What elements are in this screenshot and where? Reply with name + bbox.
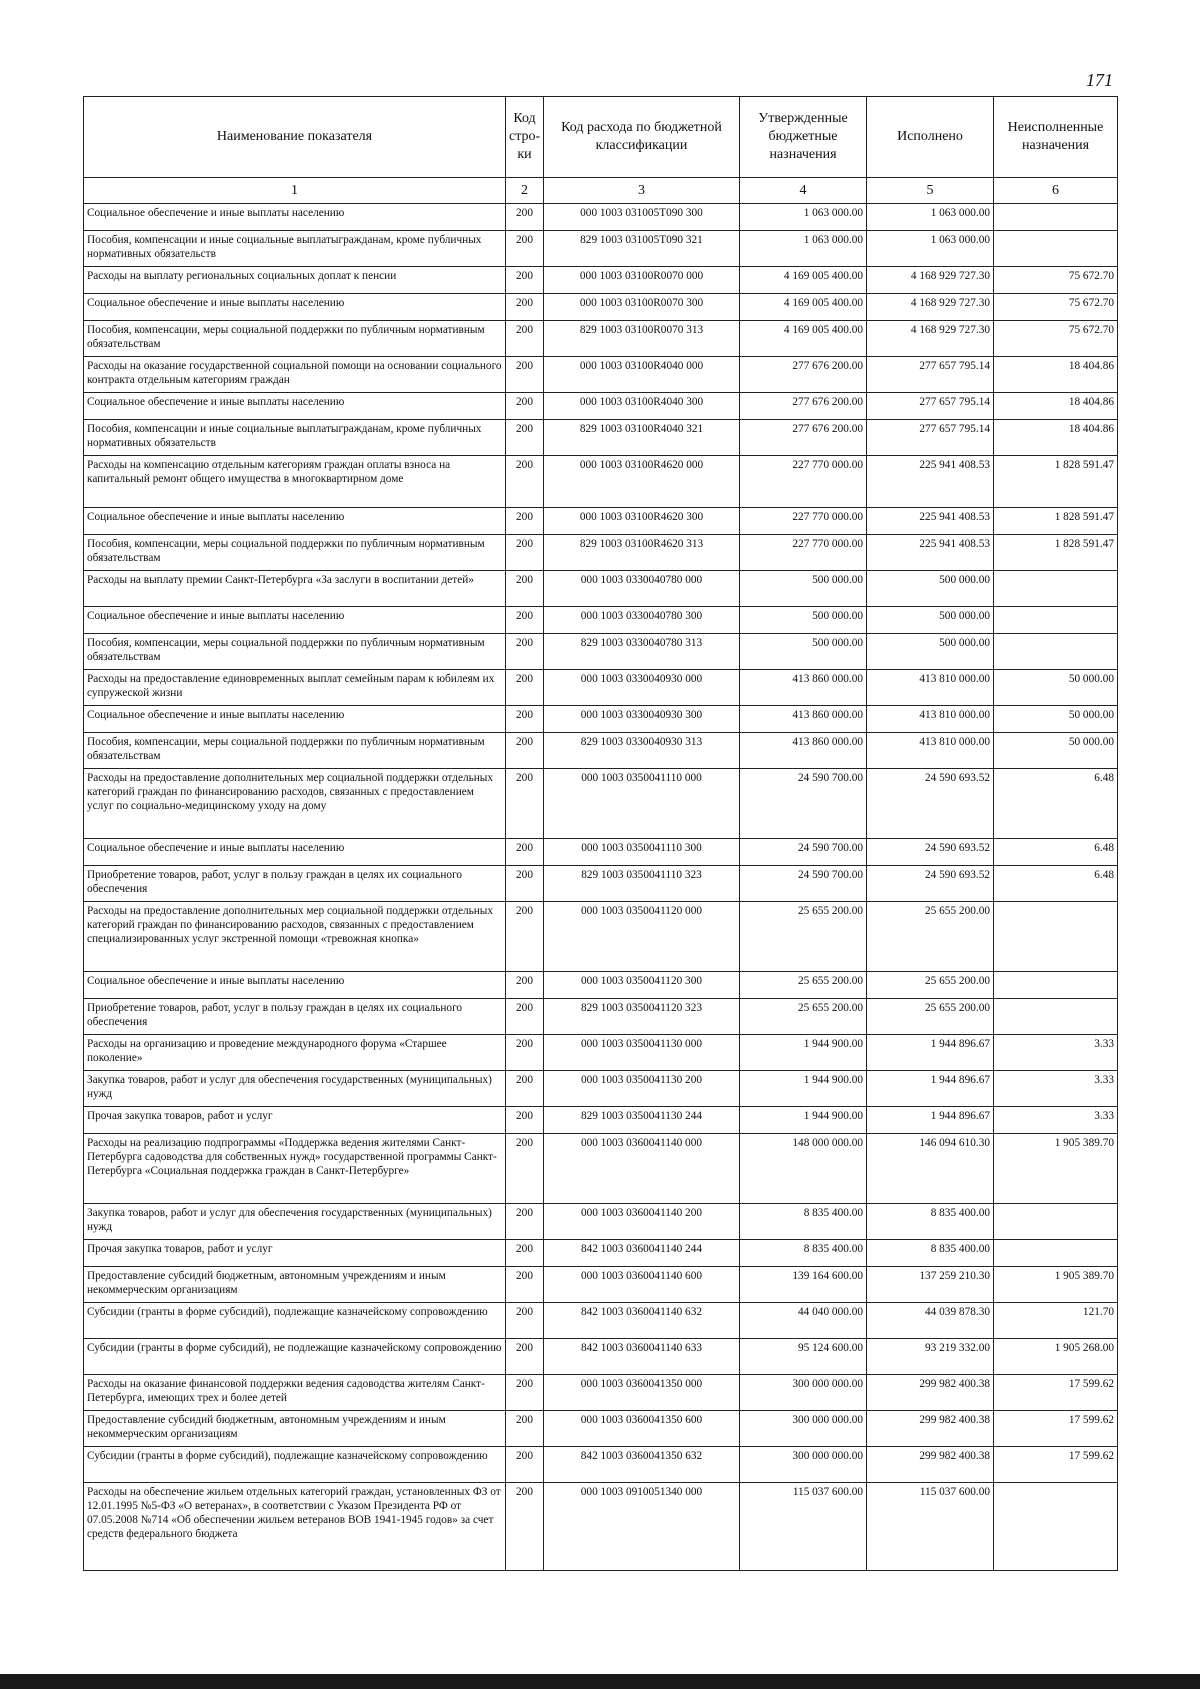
row-approved-amount: 115 037 600.00 — [740, 1483, 867, 1571]
row-line-code: 200 — [506, 670, 544, 706]
row-unexecuted-amount — [994, 607, 1118, 634]
row-expense-code: 000 1003 0910051340 000 — [544, 1483, 740, 1571]
row-expense-code: 000 1003 0350041130 000 — [544, 1035, 740, 1071]
row-unexecuted-amount — [994, 999, 1118, 1035]
row-expense-code: 842 1003 0360041350 632 — [544, 1447, 740, 1483]
row-executed-amount: 115 037 600.00 — [867, 1483, 994, 1571]
row-name: Расходы на выплату региональных социальных доплат к пенсии — [84, 267, 506, 294]
table-row — [84, 999, 1118, 1035]
row-unexecuted-amount: 1 905 268.00 — [994, 1339, 1118, 1375]
table-row — [84, 1339, 1118, 1375]
row-expense-code: 000 1003 0360041140 000 — [544, 1134, 740, 1204]
header-approved: Утвержденные бюджетные назначения — [740, 97, 867, 178]
row-expense-code: 000 1003 0360041140 600 — [544, 1267, 740, 1303]
row-line-code: 200 — [506, 420, 544, 456]
row-unexecuted-amount: 3.33 — [994, 1035, 1118, 1071]
row-unexecuted-amount: 18 404.86 — [994, 393, 1118, 420]
row-name: Прочая закупка товаров, работ и услуг — [84, 1107, 506, 1134]
row-name: Пособия, компенсации и иные социальные выплатыгражданам, кроме публичных нормативных обязательств — [84, 420, 506, 456]
row-expense-code: 000 1003 0350041110 000 — [544, 769, 740, 839]
row-unexecuted-amount — [994, 634, 1118, 670]
row-approved-amount: 25 655 200.00 — [740, 902, 867, 972]
row-name: Социальное обеспечение и иные выплаты населению — [84, 204, 506, 231]
row-expense-code: 829 1003 03100R4620 313 — [544, 535, 740, 571]
column-number: 5 — [867, 178, 994, 204]
row-name: Закупка товаров, работ и услуг для обеспечения государственных (муниципальных) нужд — [84, 1204, 506, 1240]
row-expense-code: 829 1003 03100R4040 321 — [544, 420, 740, 456]
row-approved-amount: 227 770 000.00 — [740, 456, 867, 508]
row-expense-code: 000 1003 0330040930 300 — [544, 706, 740, 733]
row-executed-amount: 413 810 000.00 — [867, 670, 994, 706]
row-unexecuted-amount: 18 404.86 — [994, 357, 1118, 393]
header-executed: Исполнено — [867, 97, 994, 178]
table-row — [84, 607, 1118, 634]
table-row — [84, 321, 1118, 357]
row-executed-amount: 299 982 400.38 — [867, 1447, 994, 1483]
table-row — [84, 769, 1118, 839]
row-executed-amount: 1 944 896.67 — [867, 1035, 994, 1071]
row-unexecuted-amount — [994, 1483, 1118, 1571]
row-executed-amount: 25 655 200.00 — [867, 972, 994, 999]
row-unexecuted-amount: 1 905 389.70 — [994, 1267, 1118, 1303]
row-approved-amount: 44 040 000.00 — [740, 1303, 867, 1339]
row-name: Расходы на обеспечение жильем отдельных категорий граждан, установленных ФЗ от 12.01.1995 №5-ФЗ «О ветеранах», в соответствии с Указом Президента РФ от 07.05.2008 №714 «Об обеспечении жильем ветеранов ВОВ 1941-1945 годов» за счет средств федерального бюджета — [84, 1483, 506, 1571]
row-unexecuted-amount: 50 000.00 — [994, 733, 1118, 769]
table-row — [84, 706, 1118, 733]
row-expense-code: 000 1003 0360041350 600 — [544, 1411, 740, 1447]
row-unexecuted-amount: 1 828 591.47 — [994, 456, 1118, 508]
row-approved-amount: 413 860 000.00 — [740, 706, 867, 733]
row-executed-amount: 277 657 795.14 — [867, 393, 994, 420]
row-approved-amount: 1 944 900.00 — [740, 1107, 867, 1134]
row-executed-amount: 146 094 610.30 — [867, 1134, 994, 1204]
row-expense-code: 829 1003 0350041130 244 — [544, 1107, 740, 1134]
row-expense-code: 000 1003 03100R4620 300 — [544, 508, 740, 535]
table-row — [84, 1035, 1118, 1071]
row-executed-amount: 1 944 896.67 — [867, 1107, 994, 1134]
row-line-code: 200 — [506, 1134, 544, 1204]
row-unexecuted-amount: 50 000.00 — [994, 706, 1118, 733]
row-approved-amount: 227 770 000.00 — [740, 535, 867, 571]
row-line-code: 200 — [506, 839, 544, 866]
row-name: Расходы на организацию и проведение международного форума «Старшее поколение» — [84, 1035, 506, 1071]
row-approved-amount: 1 944 900.00 — [740, 1035, 867, 1071]
row-executed-amount: 8 835 400.00 — [867, 1204, 994, 1240]
row-executed-amount: 277 657 795.14 — [867, 420, 994, 456]
header-expense-code: Код расхода по бюджетной классификации — [544, 97, 740, 178]
row-executed-amount: 1 944 896.67 — [867, 1071, 994, 1107]
table-row — [84, 1134, 1118, 1204]
row-unexecuted-amount: 3.33 — [994, 1107, 1118, 1134]
table-row — [84, 1267, 1118, 1303]
row-unexecuted-amount: 75 672.70 — [994, 321, 1118, 357]
table-row — [84, 902, 1118, 972]
row-executed-amount: 25 655 200.00 — [867, 902, 994, 972]
row-name: Расходы на реализацию подпрограммы «Поддержка ведения жителями Санкт-Петербурга садоводства для собственных нужд» государственной программы Санкт-Петербурга «Социальная поддержка граждан в Санкт-Петербурге» — [84, 1134, 506, 1204]
row-unexecuted-amount: 17 599.62 — [994, 1375, 1118, 1411]
row-approved-amount: 413 860 000.00 — [740, 733, 867, 769]
row-expense-code: 000 1003 0330040930 000 — [544, 670, 740, 706]
row-expense-code: 000 1003 0350041120 300 — [544, 972, 740, 999]
row-approved-amount: 277 676 200.00 — [740, 393, 867, 420]
row-executed-amount: 500 000.00 — [867, 571, 994, 607]
table-row — [84, 508, 1118, 535]
row-approved-amount: 413 860 000.00 — [740, 670, 867, 706]
row-line-code: 200 — [506, 1071, 544, 1107]
row-executed-amount: 4 168 929 727.30 — [867, 294, 994, 321]
row-name: Социальное обеспечение и иные выплаты населению — [84, 972, 506, 999]
row-approved-amount: 25 655 200.00 — [740, 972, 867, 999]
row-executed-amount: 24 590 693.52 — [867, 839, 994, 866]
scan-bottom-edge — [0, 1674, 1200, 1689]
row-expense-code: 842 1003 0360041140 244 — [544, 1240, 740, 1267]
row-name: Закупка товаров, работ и услуг для обеспечения государственных (муниципальных) нужд — [84, 1071, 506, 1107]
row-name: Расходы на оказание государственной социальной помощи на основании социального контракта отдельным категориям граждан — [84, 357, 506, 393]
row-approved-amount: 8 835 400.00 — [740, 1240, 867, 1267]
row-executed-amount: 93 219 332.00 — [867, 1339, 994, 1375]
table-row — [84, 1303, 1118, 1339]
column-number: 4 — [740, 178, 867, 204]
row-approved-amount: 25 655 200.00 — [740, 999, 867, 1035]
row-executed-amount: 225 941 408.53 — [867, 456, 994, 508]
row-approved-amount: 1 063 000.00 — [740, 204, 867, 231]
table-row — [84, 1107, 1118, 1134]
row-name: Пособия, компенсации и иные социальные выплатыгражданам, кроме публичных нормативных обязательств — [84, 231, 506, 267]
row-name: Расходы на компенсацию отдельным категориям граждан оплаты взноса на капитальный ремонт общего имущества в многоквартирном доме — [84, 456, 506, 508]
row-executed-amount: 8 835 400.00 — [867, 1240, 994, 1267]
row-name: Социальное обеспечение и иные выплаты населению — [84, 607, 506, 634]
row-line-code: 200 — [506, 902, 544, 972]
row-name: Пособия, компенсации, меры социальной поддержки по публичным нормативным обязательствам — [84, 535, 506, 571]
row-expense-code: 829 1003 031005Т090 321 — [544, 231, 740, 267]
row-name: Приобретение товаров, работ, услуг в пользу граждан в целях их социального обеспечения — [84, 999, 506, 1035]
table-row — [84, 1240, 1118, 1267]
row-expense-code: 000 1003 0330040780 300 — [544, 607, 740, 634]
row-approved-amount: 300 000 000.00 — [740, 1375, 867, 1411]
row-unexecuted-amount: 1 905 389.70 — [994, 1134, 1118, 1204]
row-executed-amount: 500 000.00 — [867, 634, 994, 670]
table-row — [84, 204, 1118, 231]
row-line-code: 200 — [506, 204, 544, 231]
row-name: Приобретение товаров, работ, услуг в пользу граждан в целях их социального обеспечения — [84, 866, 506, 902]
row-line-code: 200 — [506, 866, 544, 902]
table-row — [84, 535, 1118, 571]
row-expense-code: 829 1003 0350041110 323 — [544, 866, 740, 902]
row-line-code: 200 — [506, 267, 544, 294]
row-unexecuted-amount — [994, 1204, 1118, 1240]
row-line-code: 200 — [506, 294, 544, 321]
row-approved-amount: 148 000 000.00 — [740, 1134, 867, 1204]
table-row — [84, 1375, 1118, 1411]
row-expense-code: 000 1003 03100R0070 300 — [544, 294, 740, 321]
row-line-code: 200 — [506, 321, 544, 357]
row-expense-code: 842 1003 0360041140 632 — [544, 1303, 740, 1339]
table-row — [84, 267, 1118, 294]
table-row — [84, 839, 1118, 866]
header-line-code: Код стро- ки — [506, 97, 544, 178]
row-line-code: 200 — [506, 1035, 544, 1071]
row-executed-amount: 500 000.00 — [867, 607, 994, 634]
row-line-code: 200 — [506, 1483, 544, 1571]
row-expense-code: 829 1003 0350041120 323 — [544, 999, 740, 1035]
table-row — [84, 357, 1118, 393]
table-row — [84, 420, 1118, 456]
table-header-row — [84, 97, 1118, 178]
column-number-row — [84, 178, 1118, 204]
row-executed-amount: 413 810 000.00 — [867, 706, 994, 733]
row-approved-amount: 300 000 000.00 — [740, 1447, 867, 1483]
row-line-code: 200 — [506, 733, 544, 769]
table-row — [84, 456, 1118, 508]
row-line-code: 200 — [506, 1339, 544, 1375]
row-name: Социальное обеспечение и иные выплаты населению — [84, 294, 506, 321]
row-line-code: 200 — [506, 1267, 544, 1303]
row-line-code: 200 — [506, 769, 544, 839]
row-line-code: 200 — [506, 706, 544, 733]
row-unexecuted-amount — [994, 231, 1118, 267]
row-unexecuted-amount: 50 000.00 — [994, 670, 1118, 706]
header-unexecuted: Неисполненные назначения — [994, 97, 1118, 178]
row-name: Предоставление субсидий бюджетным, автономным учреждениям и иным некоммерческим организациям — [84, 1267, 506, 1303]
row-name: Прочая закупка товаров, работ и услуг — [84, 1240, 506, 1267]
row-executed-amount: 299 982 400.38 — [867, 1375, 994, 1411]
row-expense-code: 829 1003 03100R0070 313 — [544, 321, 740, 357]
row-executed-amount: 225 941 408.53 — [867, 508, 994, 535]
row-unexecuted-amount: 17 599.62 — [994, 1411, 1118, 1447]
row-approved-amount: 24 590 700.00 — [740, 769, 867, 839]
row-line-code: 200 — [506, 1107, 544, 1134]
row-approved-amount: 277 676 200.00 — [740, 420, 867, 456]
page-number: 171 — [1086, 70, 1113, 90]
row-executed-amount: 225 941 408.53 — [867, 535, 994, 571]
table-row — [84, 1483, 1118, 1571]
row-unexecuted-amount: 121.70 — [994, 1303, 1118, 1339]
row-approved-amount: 4 169 005 400.00 — [740, 294, 867, 321]
row-expense-code: 000 1003 0350041110 300 — [544, 839, 740, 866]
row-approved-amount: 24 590 700.00 — [740, 839, 867, 866]
table-row — [84, 634, 1118, 670]
row-approved-amount: 4 169 005 400.00 — [740, 321, 867, 357]
table-row — [84, 866, 1118, 902]
row-expense-code: 000 1003 0360041140 200 — [544, 1204, 740, 1240]
row-approved-amount: 227 770 000.00 — [740, 508, 867, 535]
row-executed-amount: 4 168 929 727.30 — [867, 321, 994, 357]
row-line-code: 200 — [506, 999, 544, 1035]
row-name: Пособия, компенсации, меры социальной поддержки по публичным нормативным обязательствам — [84, 634, 506, 670]
row-expense-code: 000 1003 0350041130 200 — [544, 1071, 740, 1107]
row-name: Предоставление субсидий бюджетным, автономным учреждениям и иным некоммерческим организациям — [84, 1411, 506, 1447]
column-number: 2 — [506, 178, 544, 204]
table-row — [84, 1411, 1118, 1447]
row-line-code: 200 — [506, 607, 544, 634]
row-unexecuted-amount: 1 828 591.47 — [994, 508, 1118, 535]
row-line-code: 200 — [506, 634, 544, 670]
row-executed-amount: 277 657 795.14 — [867, 357, 994, 393]
row-line-code: 200 — [506, 1411, 544, 1447]
column-number: 1 — [84, 178, 506, 204]
table-row — [84, 393, 1118, 420]
row-approved-amount: 500 000.00 — [740, 634, 867, 670]
row-name: Пособия, компенсации, меры социальной поддержки по публичным нормативным обязательствам — [84, 321, 506, 357]
row-name: Социальное обеспечение и иные выплаты населению — [84, 706, 506, 733]
row-approved-amount: 1 063 000.00 — [740, 231, 867, 267]
table-row — [84, 670, 1118, 706]
table-row — [84, 1204, 1118, 1240]
budget-execution-table — [83, 96, 1118, 1571]
row-name: Расходы на предоставление дополнительных мер социальной поддержки отдельных категорий граждан по финансированию расходов, связанных с предоставлением специализированных услуг экстренной помощи «тревожная кнопка» — [84, 902, 506, 972]
row-expense-code: 000 1003 03100R4620 000 — [544, 456, 740, 508]
row-unexecuted-amount — [994, 902, 1118, 972]
column-number: 3 — [544, 178, 740, 204]
row-expense-code: 842 1003 0360041140 633 — [544, 1339, 740, 1375]
row-approved-amount: 500 000.00 — [740, 571, 867, 607]
table-row — [84, 231, 1118, 267]
header-indicator-name: Наименование показателя — [84, 97, 506, 178]
row-name: Расходы на выплату премии Санкт-Петербурга «За заслуги в воспитании детей» — [84, 571, 506, 607]
row-executed-amount: 1 063 000.00 — [867, 204, 994, 231]
row-approved-amount: 8 835 400.00 — [740, 1204, 867, 1240]
row-unexecuted-amount: 17 599.62 — [994, 1447, 1118, 1483]
row-unexecuted-amount: 6.48 — [994, 839, 1118, 866]
row-name: Расходы на предоставление единовременных выплат семейным парам к юбилеям их супружеской жизни — [84, 670, 506, 706]
row-approved-amount: 24 590 700.00 — [740, 866, 867, 902]
row-executed-amount: 44 039 878.30 — [867, 1303, 994, 1339]
row-unexecuted-amount: 75 672.70 — [994, 267, 1118, 294]
row-executed-amount: 299 982 400.38 — [867, 1411, 994, 1447]
row-approved-amount: 277 676 200.00 — [740, 357, 867, 393]
table-row — [84, 294, 1118, 321]
row-line-code: 200 — [506, 1303, 544, 1339]
row-expense-code: 000 1003 03100R4040 300 — [544, 393, 740, 420]
row-unexecuted-amount: 6.48 — [994, 866, 1118, 902]
row-executed-amount: 24 590 693.52 — [867, 866, 994, 902]
row-line-code: 200 — [506, 972, 544, 999]
row-approved-amount: 500 000.00 — [740, 607, 867, 634]
row-expense-code: 829 1003 0330040780 313 — [544, 634, 740, 670]
row-name: Расходы на предоставление дополнительных мер социальной поддержки отдельных категорий граждан по финансированию расходов, связанных с предоставлением услуг по социально-медицинскому уходу на дому — [84, 769, 506, 839]
table-body — [84, 204, 1118, 1571]
row-name: Субсидии (гранты в форме субсидий), не подлежащие казначейскому сопровождению — [84, 1339, 506, 1375]
column-number: 6 — [994, 178, 1118, 204]
row-line-code: 200 — [506, 1204, 544, 1240]
row-executed-amount: 413 810 000.00 — [867, 733, 994, 769]
row-executed-amount: 4 168 929 727.30 — [867, 267, 994, 294]
row-unexecuted-amount — [994, 972, 1118, 999]
row-name: Субсидии (гранты в форме субсидий), подлежащие казначейскому сопровождению — [84, 1447, 506, 1483]
row-expense-code: 000 1003 0360041350 000 — [544, 1375, 740, 1411]
row-executed-amount: 25 655 200.00 — [867, 999, 994, 1035]
row-line-code: 200 — [506, 571, 544, 607]
row-unexecuted-amount — [994, 1240, 1118, 1267]
row-executed-amount: 24 590 693.52 — [867, 769, 994, 839]
row-expense-code: 000 1003 031005Т090 300 — [544, 204, 740, 231]
row-line-code: 200 — [506, 535, 544, 571]
row-approved-amount: 4 169 005 400.00 — [740, 267, 867, 294]
row-line-code: 200 — [506, 1375, 544, 1411]
row-approved-amount: 139 164 600.00 — [740, 1267, 867, 1303]
table-row — [84, 571, 1118, 607]
row-executed-amount: 137 259 210.30 — [867, 1267, 994, 1303]
row-unexecuted-amount: 75 672.70 — [994, 294, 1118, 321]
row-expense-code: 829 1003 0330040930 313 — [544, 733, 740, 769]
row-unexecuted-amount: 1 828 591.47 — [994, 535, 1118, 571]
row-approved-amount: 300 000 000.00 — [740, 1411, 867, 1447]
row-unexecuted-amount: 18 404.86 — [994, 420, 1118, 456]
row-line-code: 200 — [506, 456, 544, 508]
row-name: Расходы на оказание финансовой поддержки ведения садоводства жителям Санкт-Петербурга, имеющих трех и более детей — [84, 1375, 506, 1411]
row-unexecuted-amount — [994, 204, 1118, 231]
row-name: Социальное обеспечение и иные выплаты населению — [84, 393, 506, 420]
table-row — [84, 1071, 1118, 1107]
table-row — [84, 733, 1118, 769]
row-name: Социальное обеспечение и иные выплаты населению — [84, 839, 506, 866]
table-row — [84, 1447, 1118, 1483]
row-unexecuted-amount: 6.48 — [994, 769, 1118, 839]
row-line-code: 200 — [506, 231, 544, 267]
row-unexecuted-amount: 3.33 — [994, 1071, 1118, 1107]
row-expense-code: 000 1003 0350041120 000 — [544, 902, 740, 972]
row-expense-code: 000 1003 0330040780 000 — [544, 571, 740, 607]
row-name: Социальное обеспечение и иные выплаты населению — [84, 508, 506, 535]
row-name: Субсидии (гранты в форме субсидий), подлежащие казначейскому сопровождению — [84, 1303, 506, 1339]
row-line-code: 200 — [506, 393, 544, 420]
row-approved-amount: 95 124 600.00 — [740, 1339, 867, 1375]
row-approved-amount: 1 944 900.00 — [740, 1071, 867, 1107]
row-line-code: 200 — [506, 1447, 544, 1483]
row-line-code: 200 — [506, 1240, 544, 1267]
table-row — [84, 972, 1118, 999]
row-executed-amount: 1 063 000.00 — [867, 231, 994, 267]
row-line-code: 200 — [506, 357, 544, 393]
row-expense-code: 000 1003 03100R4040 000 — [544, 357, 740, 393]
row-unexecuted-amount — [994, 571, 1118, 607]
row-line-code: 200 — [506, 508, 544, 535]
row-expense-code: 000 1003 03100R0070 000 — [544, 267, 740, 294]
row-name: Пособия, компенсации, меры социальной поддержки по публичным нормативным обязательствам — [84, 733, 506, 769]
